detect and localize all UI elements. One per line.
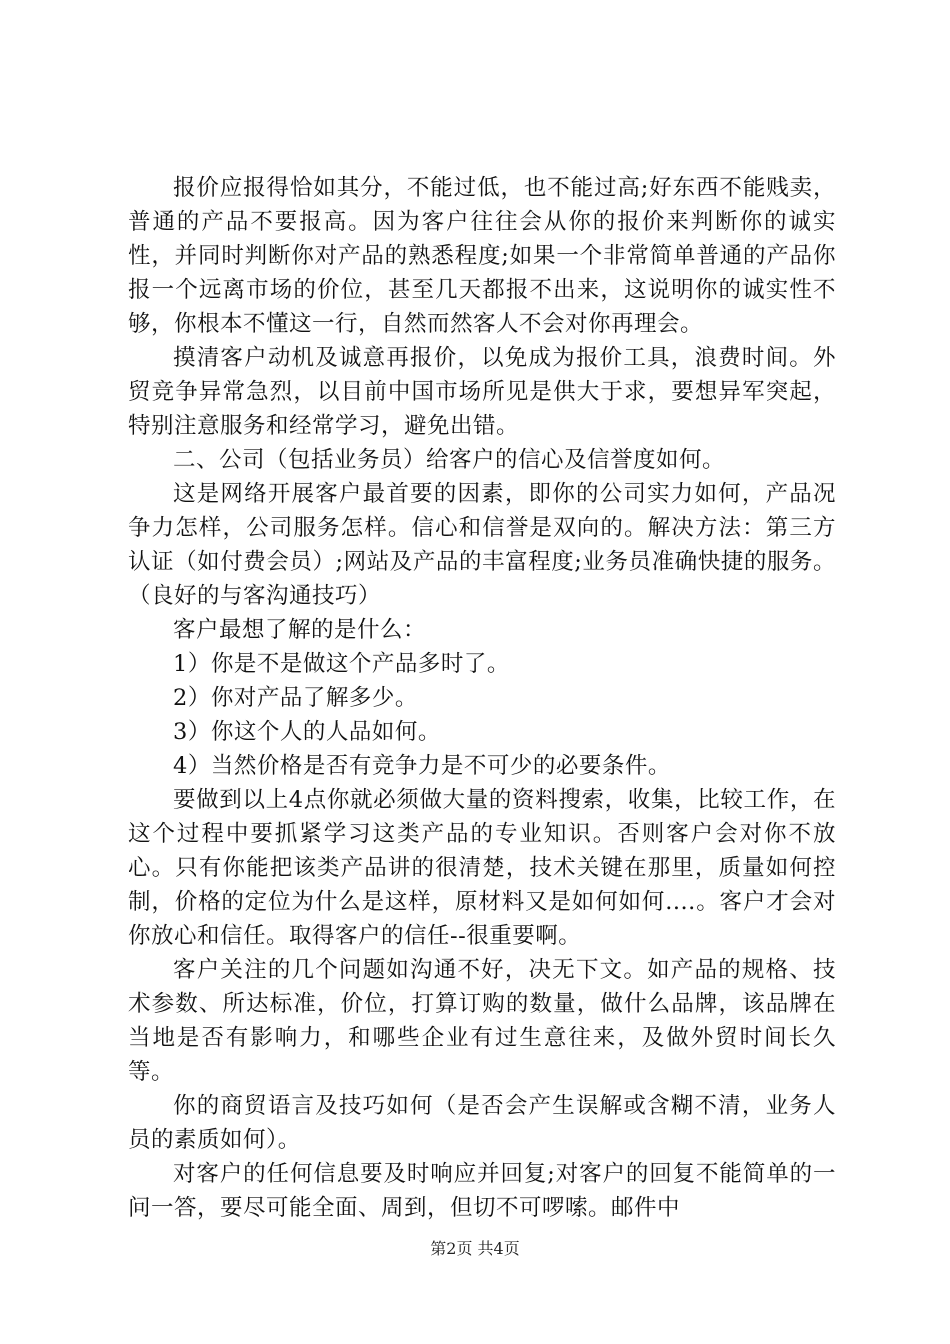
paragraph-customer-wants: 客户最想了解的是什么： (173, 617, 427, 643)
paragraph-network-factor: 这是网络开展客户最首要的因素，即你的公司实力如何，产品况争力怎样，公司服务怎样。信心和信誉是双向的。解决方法：第三方认证（如付费会员）;网站及产品的丰富程度;业务员准确快捷的服务。（良好的与客沟通技巧） (128, 481, 836, 609)
paragraph-quote-pricing: 报价应报得恰如其分，不能过低，也不能过高;好东西不能贱卖，普通的产品不要报高。因为客户往往会从你的报价来判断你的诚实性，并同时判断你对产品的熟悉程度;如果一个非常简单普通的产品你报一个远离市场的价位，甚至几天都报不出来，这说明你的诚实性不够，你根本不懂这一行，自然而然客人不会对你再理会。 (128, 175, 836, 337)
paragraph-trade-language: 你的商贸语言及技巧如何（是否会产生误解或含糊不清，业务人员的素质如何）。 (128, 1093, 836, 1153)
list-item-4: 4）当然价格是否有竞争力是不可少的必要条件。 (173, 753, 671, 779)
list-item-1: 1）你是不是做这个产品多时了。 (173, 651, 510, 677)
list-item-3: 3）你这个人的人品如何。 (173, 719, 441, 745)
list-item-2: 2）你对产品了解多少。 (173, 685, 418, 711)
page-footer: 第2页 共4页 (430, 1239, 520, 1258)
section-heading-confidence: 二、公司（包括业务员）给客户的信心及信誉度如何。 (173, 447, 726, 473)
paragraph-customer-concerns: 客户关注的几个问题如沟通不好，决无下文。如产品的规格、技术参数、所达标准，价位，打算订购的数量，做什么品牌，该品牌在当地是否有影响力，和哪些企业有过生意往来，及做外贸时间长久等。 (128, 957, 836, 1085)
body-text (128, 171, 836, 1225)
paragraph-reply-timely: 对客户的任何信息要及时响应并回复;对客户的回复不能简单的一问一答，要尽可能全面、周到，但切不可啰嗦。邮件中 (128, 1161, 836, 1221)
paragraph-research-work: 要做到以上4点你就必须做大量的资料搜索，收集，比较工作，在这个过程中要抓紧学习这类产品的专业知识。否则客户会对你不放心。只有你能把该类产品讲的很清楚，技术关键在那里，质量如何控制，价格的定位为什么是这样，原材料又是如何如何....。客户才会对你放心和信任。取得客户的信任--很重要啊。 (128, 787, 836, 949)
paragraph-customer-motive: 摸清客户动机及诚意再报价，以免成为报价工具，浪费时间。外贸竞争异常急烈，以目前中国市场所见是供大于求，要想异军突起，特别注意服务和经常学习，避免出错。 (128, 345, 836, 439)
